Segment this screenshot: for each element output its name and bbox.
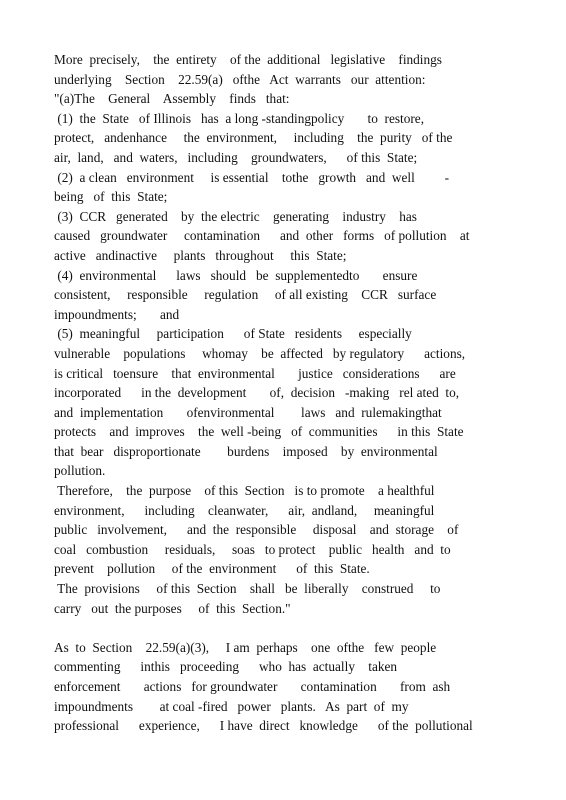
text-line: coal combustion residuals, soas to protect public health and to xyxy=(54,541,451,557)
text-line: commenting inthis proceeding who has actually taken xyxy=(54,659,398,675)
text-line: professional experience, I have direct knowledge of the pollutional xyxy=(54,718,473,734)
document-page xyxy=(54,50,514,736)
text-line: protect, andenhance the environment, including the purity of the xyxy=(54,130,453,146)
text-line: vulnerable populations whomay be affected by regulatory actions, xyxy=(54,345,466,361)
text-line: Therefore, the purpose of this Section is to promote a healthful xyxy=(54,483,435,499)
text-line: pollution. xyxy=(54,463,106,479)
text-line: that bear disproportionate burdens imposed by environmental xyxy=(54,443,438,459)
text-line: impoundments; and xyxy=(54,306,180,322)
text-line: is critical toensure that environmental justice considerations are xyxy=(54,365,456,381)
text-line: As to Section 22.59(a)(3), I am perhaps one ofthe few people xyxy=(54,639,437,655)
text-line: (3) CCR generated by the electric generating industry has xyxy=(54,208,417,224)
text-line: "(a)The General Assembly finds that: xyxy=(54,91,290,107)
text-line: being of this State; xyxy=(54,189,168,205)
paragraph-gap xyxy=(54,618,514,638)
text-line: impoundments at coal -fired power plants. As part of my xyxy=(54,698,409,714)
text-line: air, land, and waters, including groundwaters, of this State; xyxy=(54,149,418,165)
text-line: The provisions of this Section shall be liberally construed to xyxy=(54,581,441,597)
text-line: environment, including cleanwater, air, andland, meaningful xyxy=(54,502,435,518)
text-line: public involvement, and the responsible disposal and storage of xyxy=(54,522,459,538)
text-line: active andinactive plants throughout this State; xyxy=(54,247,347,263)
text-line: incorporated in the development of, decision -making rel ated to, xyxy=(54,385,460,401)
text-line: prevent pollution of the environment of this State. xyxy=(54,561,370,577)
text-line: (4) environmental laws should be supplementedto ensure xyxy=(54,267,418,283)
text-line: (1) the State of Illinois has a long -standingpolicy to restore, xyxy=(54,110,425,126)
text-line: and implementation ofenvironmental laws and rulemakingthat xyxy=(54,404,442,420)
text-line: More precisely, the entirety of the additional legislative findings xyxy=(54,52,442,67)
text-line: (2) a clean environment is essential tothe growth and well - xyxy=(54,169,450,185)
paragraph-section-comment xyxy=(54,638,514,736)
text-line: (5) meaningful participation of State residents especially xyxy=(54,326,412,342)
text-line: protects and improves the well -being of communities in this State xyxy=(54,424,464,440)
text-line: consistent, responsible regulation of all existing CCR surface xyxy=(54,287,437,303)
text-line: enforcement actions for groundwater contamination from ash xyxy=(54,679,451,694)
text-line: caused groundwater contamination and other forms of pollution at xyxy=(54,228,470,244)
text-line: carry out the purposes of this Section." xyxy=(54,600,291,616)
paragraph-statute-quote xyxy=(54,50,514,618)
text-line: underlying Section 22.59(a) ofthe Act warrants our attention: xyxy=(54,71,426,87)
